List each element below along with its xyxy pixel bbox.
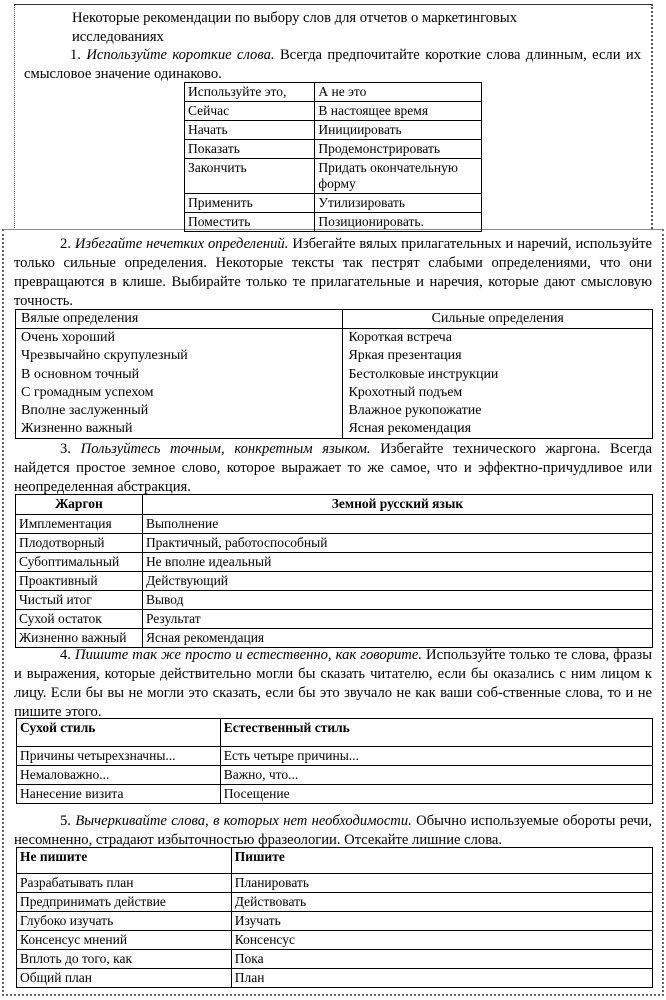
table-cell-left: С громадным успехом bbox=[21, 384, 154, 400]
table-row bbox=[16, 553, 653, 572]
table-definitions bbox=[15, 309, 653, 439]
table-row bbox=[185, 159, 482, 194]
table-header-row bbox=[185, 83, 482, 102]
table-row bbox=[16, 347, 653, 365]
section-text: Используйте только те слова, фразы и выражения, которые действительно могли бы сказать читателю, если бы оказались с ним лицом к лицу. Если бы вы не могли это сказать, если бы это звучало не как ваши соб-ственные слова, то и не пишите этого. bbox=[14, 647, 653, 720]
table-row bbox=[17, 950, 653, 969]
table-cell-right: Утилизировать bbox=[315, 194, 482, 213]
table-header-row bbox=[16, 310, 653, 329]
section-3-paragraph bbox=[14, 440, 652, 497]
table-cell-left: Чистый итог bbox=[16, 591, 143, 610]
table-header-row bbox=[17, 848, 653, 874]
title-line-2: исследованиях bbox=[72, 29, 164, 45]
table-style bbox=[16, 718, 653, 804]
table-short-words bbox=[184, 82, 482, 232]
table-cell-right: Яркая презентация bbox=[343, 347, 653, 365]
table-cell-right: План bbox=[231, 969, 652, 988]
column-header: Сухой стиль bbox=[17, 719, 221, 747]
table-cell-left: Сухой остаток bbox=[16, 610, 143, 629]
section-text: Избегайте технического жаргона. Всегда найдется простое земное слово, которое выражает то же самое, что и эффектно-причудливое или неопределенная абстракция. bbox=[14, 441, 653, 495]
table-cell-left: Чрезвычайно скрупулезный bbox=[21, 348, 188, 364]
section-text: Обычно используемые обороты речи, несомненно, страдают избыточностью фразеологии. Отсекайте лишние слова. bbox=[14, 813, 652, 848]
table-cell-left: Закончить bbox=[185, 159, 315, 194]
table-cell-left: Плодотворный bbox=[16, 534, 143, 553]
table-row bbox=[185, 194, 482, 213]
section-1-paragraph bbox=[24, 46, 641, 84]
table-cell-left: Начать bbox=[185, 121, 315, 140]
table-cell-left: Очень хороший bbox=[21, 330, 115, 346]
table-cell-left: Общий план bbox=[17, 969, 232, 988]
table-cell-right: Продемонстрировать bbox=[315, 140, 482, 159]
section-text: Избегайте вялых прилагательных и наречий, используйте только сильные определения. Некоторые тексты так пестрят слабыми определениями, что они превращаются в клише. Выбирайте только те прилагательные и наречия, которые дают смысловую точность. bbox=[14, 236, 653, 309]
table-cell-right: Результат bbox=[142, 610, 652, 629]
table-cell-right: Крохотный подъем bbox=[343, 384, 653, 402]
table-cell-right: Бестолковые инструкции bbox=[343, 366, 653, 384]
table-cell-right: Вывод bbox=[142, 591, 652, 610]
table-cell-left: В основном точный bbox=[21, 366, 140, 382]
section-heading: Используйте короткие слова. bbox=[86, 47, 275, 63]
table-cell-right: Консенсус bbox=[231, 931, 652, 950]
table-row bbox=[17, 874, 653, 893]
section-5-paragraph bbox=[14, 812, 652, 850]
table-cell-left: Вплоть до того, как bbox=[17, 950, 232, 969]
table-row bbox=[16, 572, 653, 591]
table-row bbox=[16, 629, 653, 648]
column-header: Не пишите bbox=[17, 848, 232, 874]
section-number: 1. bbox=[70, 47, 81, 63]
table-row bbox=[16, 402, 653, 420]
column-header: Жаргон bbox=[16, 495, 143, 515]
table-row bbox=[185, 121, 482, 140]
table-body bbox=[185, 102, 482, 232]
table-row bbox=[17, 747, 653, 766]
column-header: Пишите bbox=[231, 848, 652, 874]
column-header: Используйте это, bbox=[185, 83, 315, 102]
table-cell-left: Проактивный bbox=[16, 572, 143, 591]
title-line-1: Некоторые рекомендации по выбору слов для отчетов о маркетинговых bbox=[72, 10, 518, 26]
table-cell-right: Есть четыре причины... bbox=[220, 747, 652, 766]
column-header: Земной русский язык bbox=[142, 495, 652, 515]
column-header: А не это bbox=[315, 83, 482, 102]
column-header: Вялые определения bbox=[16, 310, 343, 329]
table-cell-right: Действовать bbox=[231, 893, 652, 912]
table-cell-left: Причины четырехзначны... bbox=[17, 747, 221, 766]
table-header-row bbox=[17, 719, 653, 747]
table-cell-left: Показать bbox=[185, 140, 315, 159]
table-row bbox=[16, 534, 653, 553]
table-row bbox=[16, 420, 653, 439]
table-row bbox=[16, 610, 653, 629]
table-cell-left: Субоптимальный bbox=[16, 553, 143, 572]
table-cell-left: Сейчас bbox=[185, 102, 315, 121]
table-body bbox=[16, 329, 653, 439]
section-heading: Пишите так же просто и естественно, как говорите. bbox=[75, 647, 422, 663]
table-cell-right: Влажное рукопожатие bbox=[343, 402, 653, 420]
column-header: Сильные определения bbox=[343, 310, 653, 329]
table-row bbox=[16, 384, 653, 402]
table-cell-left: Немаловажно... bbox=[17, 766, 221, 785]
table-body bbox=[17, 747, 653, 804]
table-cell-right: Ясная рекомендация bbox=[343, 420, 653, 439]
table-row bbox=[17, 893, 653, 912]
table-cell-left: Нанесение визита bbox=[17, 785, 221, 804]
table-cell-left: Предпринимать действие bbox=[17, 893, 232, 912]
table-cell-right: Выполнение bbox=[142, 515, 652, 534]
table-body bbox=[17, 874, 653, 988]
table-unnecessary-words bbox=[16, 847, 653, 988]
table-cell-left: Жизненно важный bbox=[16, 629, 143, 648]
table-cell-right: В настоящее время bbox=[315, 102, 482, 121]
table-cell-right: Пока bbox=[231, 950, 652, 969]
section-number: 3. bbox=[60, 441, 71, 457]
table-row bbox=[185, 102, 482, 121]
table-cell-right: Действующий bbox=[142, 572, 652, 591]
table-cell-left: Вполне заслуженный bbox=[21, 403, 149, 419]
table-cell-left: Поместить bbox=[185, 213, 315, 232]
table-cell-left: Глубоко изучать bbox=[17, 912, 232, 931]
table-row bbox=[17, 969, 653, 988]
table-row bbox=[16, 366, 653, 384]
table-cell-right: Ясная рекомендация bbox=[142, 629, 652, 648]
section-number: 2. bbox=[60, 236, 71, 252]
table-cell-right: Позиционировать. bbox=[315, 213, 482, 232]
table-jargon bbox=[15, 494, 653, 648]
section-heading: Избегайте нечетких определений. bbox=[74, 236, 289, 252]
table-cell-left: Жизненно важный bbox=[21, 421, 133, 437]
table-cell-right: Инициировать bbox=[315, 121, 482, 140]
table-cell-right: Планировать bbox=[231, 874, 652, 893]
table-cell-right: Важно, что... bbox=[220, 766, 652, 785]
table-cell-left: Применить bbox=[185, 194, 315, 213]
table-cell-left: Имплементация bbox=[16, 515, 143, 534]
section-heading: Пользуйтесь точным, конкретным языком. bbox=[80, 441, 371, 457]
table-row bbox=[185, 140, 482, 159]
section-heading: Вычеркивайте слова, в которых нет необходимости. bbox=[75, 813, 412, 829]
table-row bbox=[17, 766, 653, 785]
table-cell-right: Практичный, работоспособный bbox=[142, 534, 652, 553]
table-header-row bbox=[16, 495, 653, 515]
table-cell-right: Не вполне идеальный bbox=[142, 553, 652, 572]
document-title bbox=[72, 9, 632, 47]
section-2-paragraph bbox=[14, 235, 652, 311]
table-row bbox=[185, 213, 482, 232]
section-4-paragraph bbox=[14, 646, 652, 722]
table-row bbox=[17, 912, 653, 931]
section-number: 5. bbox=[60, 813, 71, 829]
table-cell-left: Консенсус мнений bbox=[17, 931, 232, 950]
table-cell-right: Посещение bbox=[220, 785, 652, 804]
table-body bbox=[16, 515, 653, 648]
table-cell-right: Придать окончательную форму bbox=[315, 159, 482, 194]
table-cell-right: Изучать bbox=[231, 912, 652, 931]
section-text: Всегда предпочитайте короткие слова длинным, если их смысловое значение одинаково. bbox=[24, 47, 642, 82]
table-row bbox=[17, 931, 653, 950]
table-cell-right: Короткая встреча bbox=[343, 329, 653, 348]
table-cell-left: Разрабатывать план bbox=[17, 874, 232, 893]
section-number: 4. bbox=[60, 647, 71, 663]
column-header: Естественный стиль bbox=[220, 719, 652, 747]
table-row bbox=[16, 591, 653, 610]
table-row bbox=[16, 515, 653, 534]
table-row bbox=[16, 329, 653, 348]
table-row bbox=[17, 785, 653, 804]
